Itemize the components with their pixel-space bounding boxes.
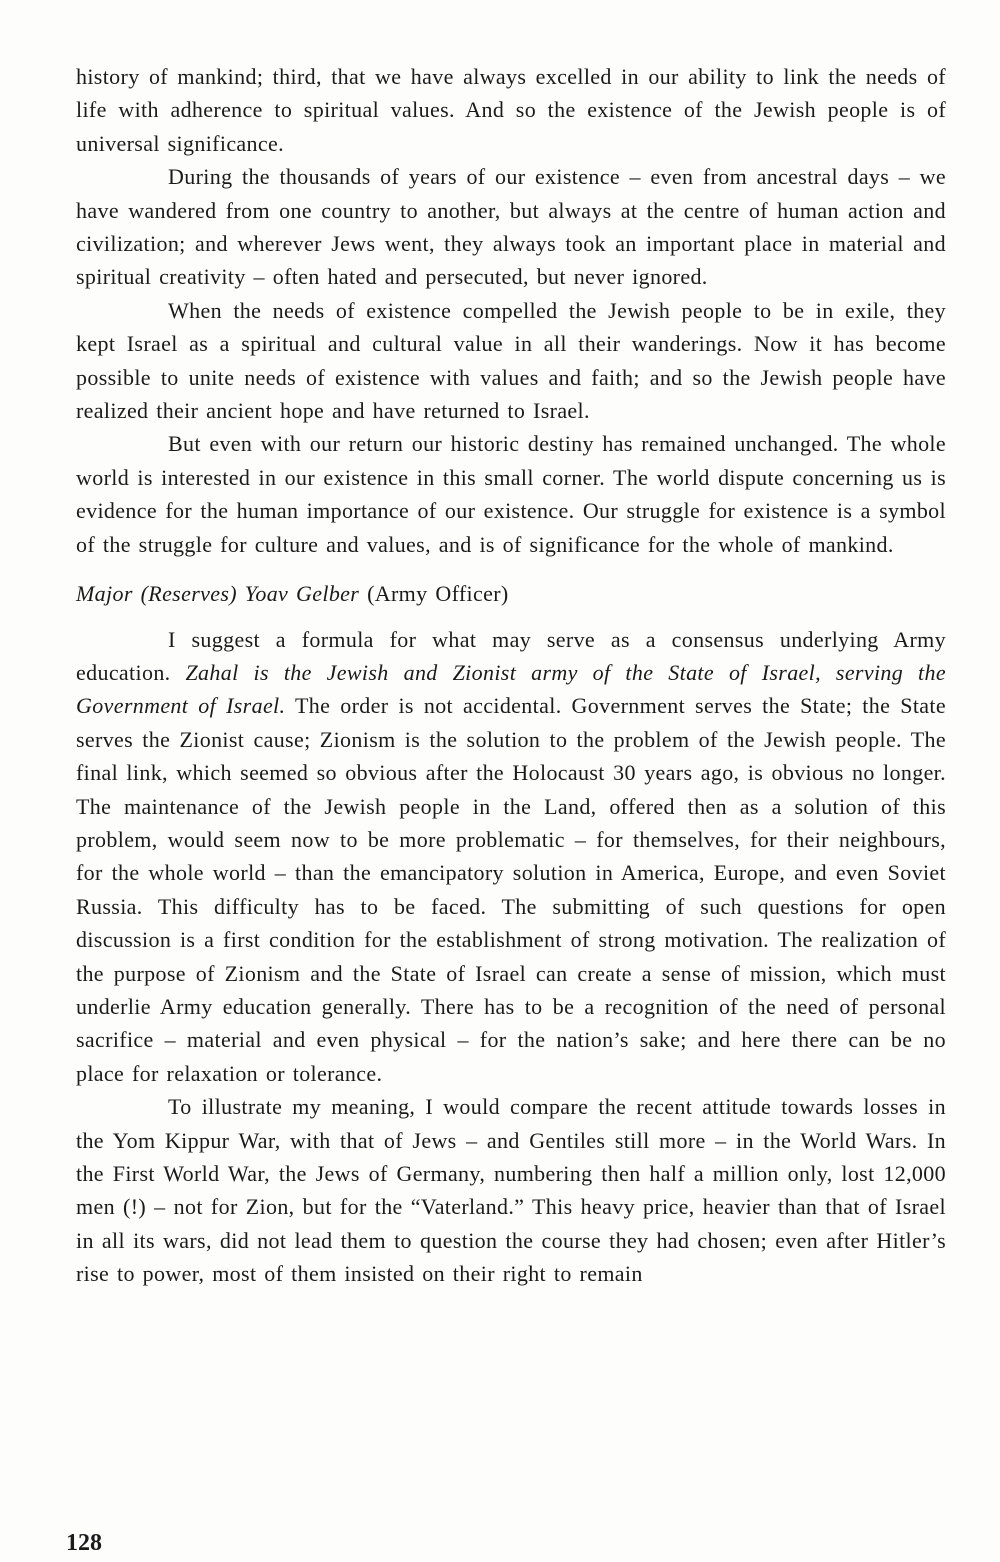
speaker-heading [76,577,946,610]
body-text [76,60,946,1291]
paragraph-illustration: To illustrate my meaning, I would compare the recent attitude towards losses in the Yom Kippur War, with that of Jews – and Gentiles still more – in the World Wars. In the First World War, the Jews of Germany, numbering then half a million only, lost 12,000 men (!) – not for Zion, but for the “Vaterland.” This heavy price, heavier than that of Israel in all its wars, did not lead them to question the course they had chosen; even after Hitler’s rise to power, most of them insisted on their right to remain [76,1094,946,1287]
speaker-role: (Army Officer) [367,581,509,607]
formula-rest: The order is not accidental. Government serves the State; the State serves the Zionist cause; Zionism is the solution to the problem of the Jewish people. The final link, which seemed so obvious after the Holocaust 30 years ago, is obvious no longer. The maintenance of the Jewish people in the Land, offered then as a solution of this problem, would seem now to be more problematic – for themselves, for their neighbours, for the whole world – than the emancipatory solution in America, Europe, and even Soviet Russia. This difficulty has to be faced. The submitting of such questions for open discussion is a first condition for the establishment of strong motivation. The realization of the purpose of Zionism and the State of Israel can create a sense of mission, which must underlie Army education generally. There has to be a recognition of the need of personal sacrifice – material and even physical – for the nation’s sake; and here there can be no place for relaxation or tolerance. [76,693,946,1086]
paragraph-continued: history of mankind; third, that we have always excelled in our ability to link the needs of life with adherence to spiritual values. And so the existence of the Jewish people is of universal significance. [76,64,946,156]
paragraph-formula [76,623,946,1091]
paragraph-ancestral-days: During the thousands of years of our existence – even from ancestral days – we have wandered from one country to another, but always at the centre of human action and civilization; and wherever Jews went, they always took an important place in material and spiritual creativity – often hated and persecuted, but never ignored. [76,164,946,290]
speaker-name: Major (Reserves) Yoav Gelber [76,581,360,607]
formula-italic: Zahal is the Jewish and Zionist army of the State of Israel, serving the Government of Israel. [76,659,946,719]
formula-lead: I suggest a formula for what may serve as a consensus underlying Army education. [76,626,946,685]
paragraph-exile: When the needs of existence compelled the Jewish people to be in exile, they kept Israel as a spiritual and cultural value in all their wanderings. Now it has become possible to unite needs of existence with values and faith; and so the Jewish people have realized their ancient hope and have returned to Israel. [76,297,946,424]
page-number: 128 [66,1530,102,1556]
paragraph-historic-destiny: But even with our return our historic destiny has remained unchanged. The whole world is interested in our existence in this small corner. The world dispute concerning us is evidence for the human importance of our existence. Our struggle for existence is a symbol of the struggle for culture and values, and is of significance for the whole of mankind. [76,431,946,557]
